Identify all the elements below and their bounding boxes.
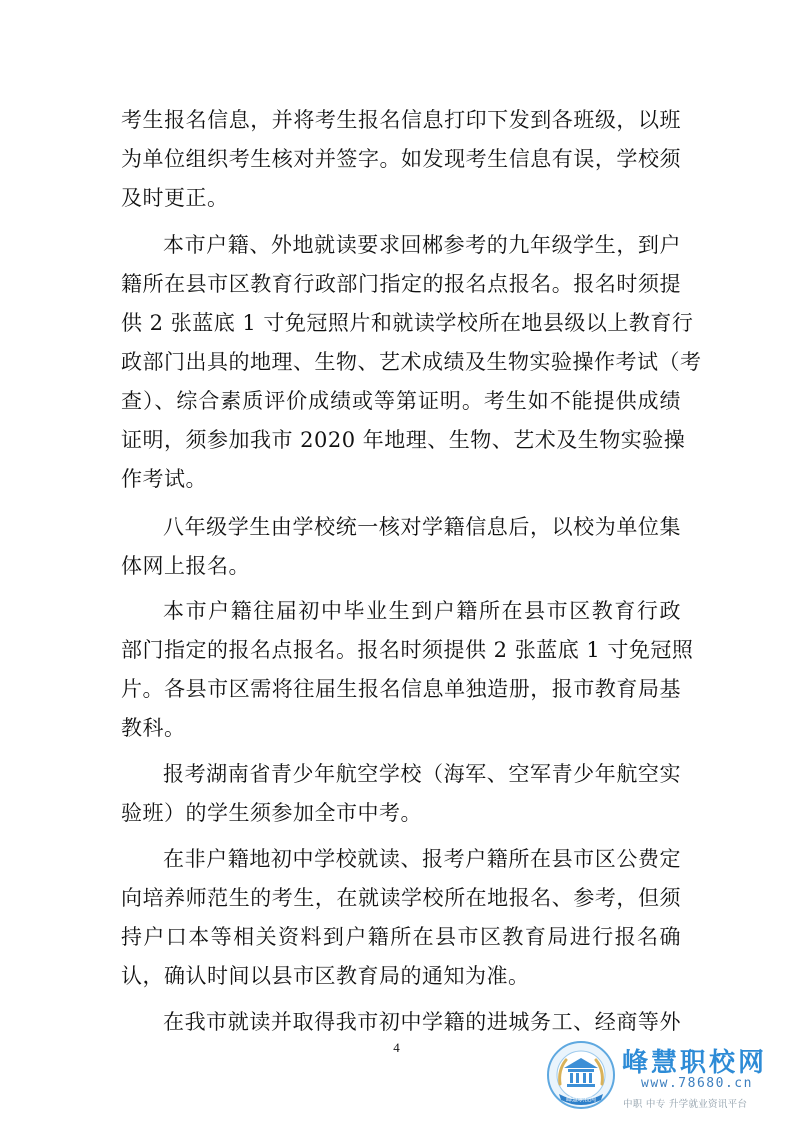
logo-ribbon-text: 峰慧职校网 <box>565 1096 597 1104</box>
text-line: 政部门出具的地理、生物、艺术成绩及生物实验操作考试（考 <box>121 350 702 374</box>
text-line: 证明，须参加我市 2020 年地理、生物、艺术及生物实验操 <box>121 428 686 452</box>
page-number: 4 <box>393 1040 400 1055</box>
text-line: 作考试。 <box>121 467 207 491</box>
watermark-tagline: 中职 中专 升学就业资讯平台 <box>623 1099 748 1110</box>
text-line: 考生报名信息，并将考生报名信息打印下发到各班级，以班 <box>121 108 681 132</box>
paragraph-first-line: 本市户籍、外地就读要求回郴参考的九年级学生，到户 <box>163 233 681 257</box>
text-line: 认，确认时间以县市区教育局的通知为准。 <box>121 964 530 988</box>
paragraph-first-line: 在非户籍地初中学校就读、报考户籍所在县市区公费定 <box>163 847 681 871</box>
paragraph-first-line: 本市户籍往届初中毕业生到户籍所在县市区教育行政 <box>163 599 681 623</box>
text-line: 片。各县市区需将往届生报名信息单独造册，报市教育局基 <box>121 677 681 701</box>
text-line: 供 2 张蓝底 1 寸免冠照片和就读学校所在地县级以上教育行 <box>121 311 694 335</box>
watermark-url: www.78680.cn <box>641 1076 753 1091</box>
text-line: 持户口本等相关资料到户籍所在县市区教育局进行报名确 <box>121 925 681 949</box>
paragraph-first-line: 八年级学生由学校统一核对学籍信息后，以校为单位集 <box>163 515 681 539</box>
text-line: 验班）的学生须参加全市中考。 <box>121 801 422 825</box>
paragraph-first-line: 报考湖南省青少年航空学校（海军、空军青少年航空实 <box>163 762 681 786</box>
text-line: 部门指定的报名点报名。报名时须提供 2 张蓝底 1 寸免冠照 <box>121 638 694 662</box>
watermark-title: 峰慧职校网 <box>622 1048 768 1078</box>
school-logo-icon <box>546 1040 616 1110</box>
text-line: 籍所在县市区教育行政部门指定的报名点报名。报名时须提 <box>121 272 681 296</box>
text-line: 教科。 <box>121 716 186 740</box>
paragraph-first-line: 在我市就读并取得我市初中学籍的进城务工、经商等外 <box>163 1010 681 1034</box>
text-line: 体网上报名。 <box>121 554 250 578</box>
text-line: 及时更正。 <box>121 186 229 210</box>
text-line: 为单位组织考生核对并签字。如发现考生信息有误，学校须 <box>121 147 681 171</box>
text-line: 向培养师范生的考生，在就读学校所在地报名、参考，但须 <box>121 886 681 910</box>
text-line: 查）、综合素质评价成绩或等第证明。考生如不能提供成绩 <box>121 389 681 413</box>
